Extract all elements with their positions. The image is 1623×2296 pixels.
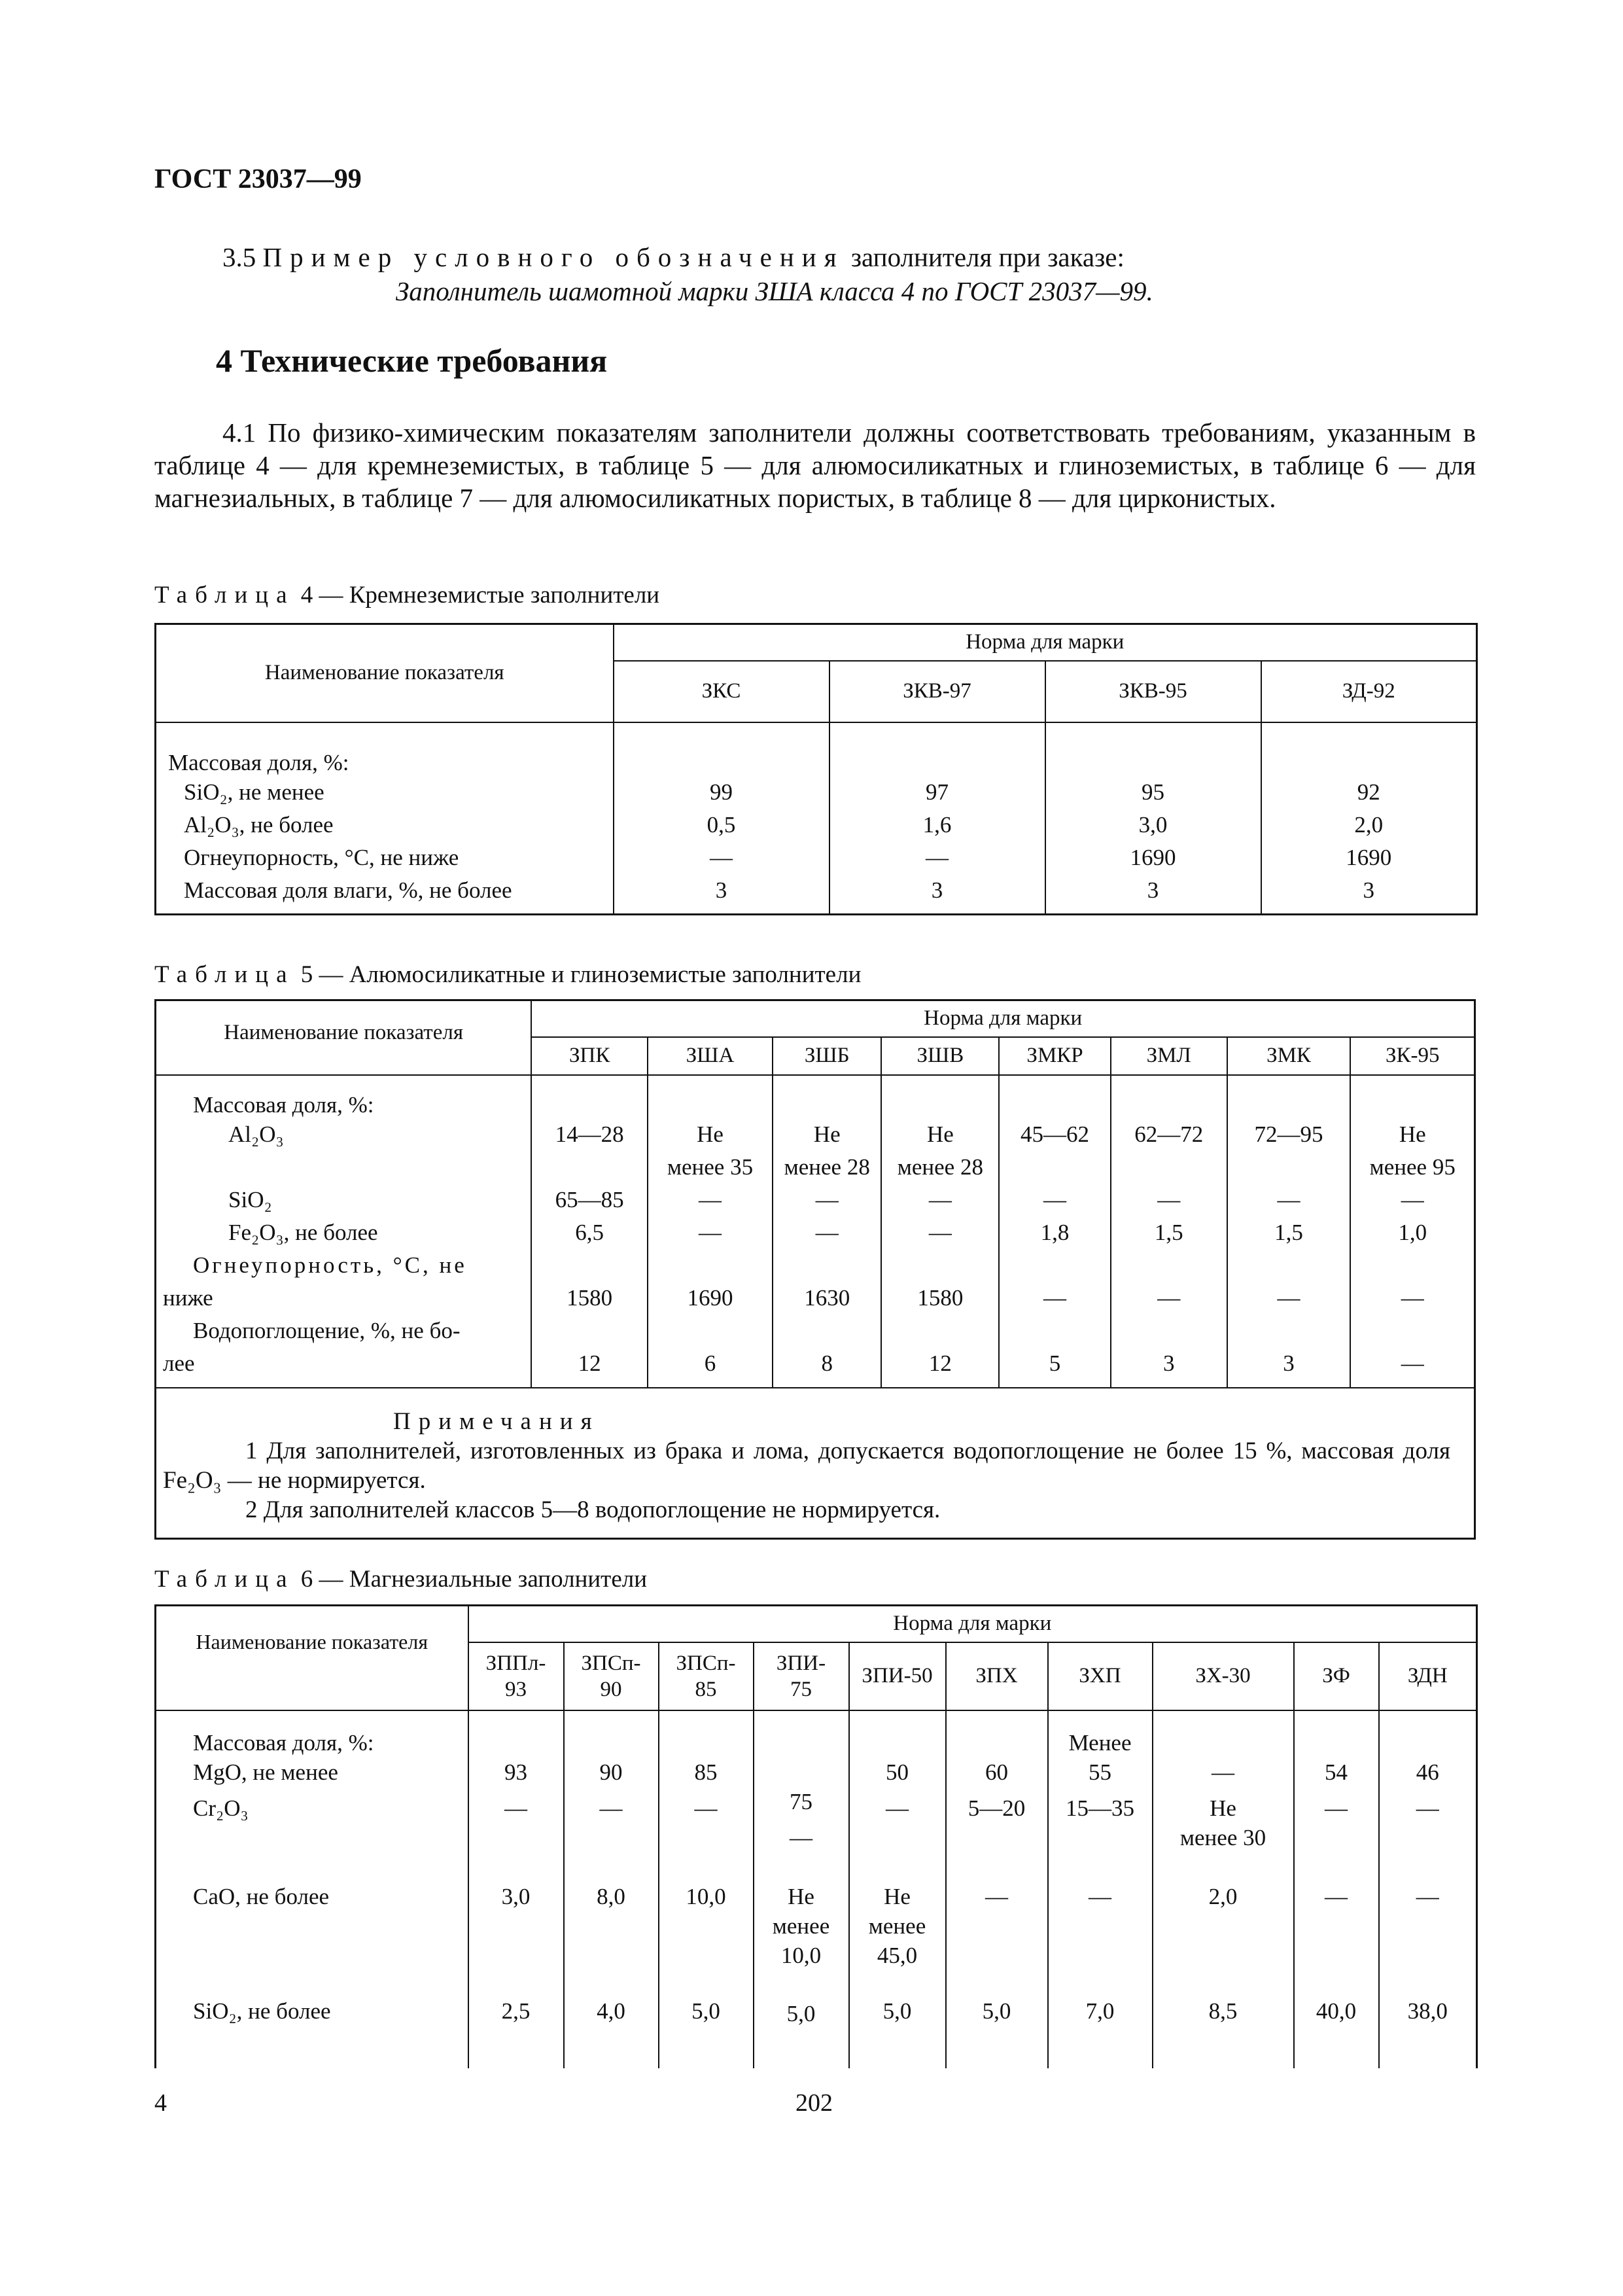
table-cell: 1580 <box>881 1283 999 1316</box>
table-cell: менее 28 <box>773 1152 882 1185</box>
table-cell <box>946 1911 1048 1941</box>
table-cell: 92 <box>1261 777 1477 810</box>
table-cell <box>1261 722 1477 777</box>
grade-header: ЗПК <box>531 1037 648 1075</box>
note-2: 2 Для заполнителей классов 5—8 водопоглощение не нормируется. <box>245 1496 941 1523</box>
table-4 <box>154 623 1478 915</box>
table-cell: — <box>614 843 829 875</box>
grade-header: ЗПИ-50 <box>849 1642 946 1710</box>
table-cell <box>1048 1911 1153 1941</box>
grade-header: ЗППл- 93 <box>468 1642 564 1710</box>
table-cell: 1690 <box>1261 843 1477 875</box>
table-cell: — <box>999 1185 1111 1218</box>
table-cell: 4,0 <box>564 1970 659 2068</box>
table-cell <box>1227 1250 1351 1283</box>
table-cell <box>1379 1941 1477 1970</box>
table-cell: 3,0 <box>1045 810 1261 843</box>
table-cell: 1,6 <box>829 810 1045 843</box>
table5-notes <box>156 1388 1475 1539</box>
table-cell <box>659 1710 754 1757</box>
table-cell: — <box>829 843 1045 875</box>
norm-header: Норма для марки <box>614 624 1477 661</box>
table-cell: 2,0 <box>1153 1852 1294 1911</box>
table-cell <box>881 1316 999 1349</box>
grade-header: ЗМЛ <box>1111 1037 1227 1075</box>
table-cell: — <box>881 1185 999 1218</box>
table-cell: 10,0 <box>659 1852 754 1911</box>
table-cell: Не <box>648 1120 773 1152</box>
note-1: 1 Для заполнителей, изготовленных из брака и лома, допускается водопоглощение не более 15 %, массовая доля Fe₂O₃ — не нормируется. <box>163 1437 1450 1494</box>
table-cell: — <box>1294 1793 1379 1823</box>
grade-header: ЗДН <box>1379 1642 1477 1710</box>
table-cell <box>1045 722 1261 777</box>
table-cell: 3 <box>1045 875 1261 915</box>
grade-header: ЗКВ-97 <box>829 661 1045 722</box>
table-cell <box>659 1823 754 1852</box>
table-cell <box>999 1152 1111 1185</box>
table-5 <box>154 999 1476 1540</box>
col-name-header: Наименование показателя <box>156 624 614 722</box>
table-cell: 38,0 <box>1379 1970 1477 2068</box>
table-cell: 3 <box>614 875 829 915</box>
table-cell <box>564 1710 659 1757</box>
table-cell: 3 <box>1261 875 1477 915</box>
table-cell: Не <box>754 1852 849 1911</box>
table6-caption <box>154 1565 647 1593</box>
table-cell: 0,5 <box>614 810 829 843</box>
table-cell: 99 <box>614 777 829 810</box>
row-label: Al₂O₃ <box>228 1121 284 1147</box>
table-cell: — <box>1350 1185 1475 1218</box>
paragraph-3-5 <box>222 241 1465 274</box>
grade-header: ЗПСп- 90 <box>564 1642 659 1710</box>
table-cell: 1630 <box>773 1283 882 1316</box>
table-cell: 1,0 <box>1350 1218 1475 1250</box>
table-word: Таблица <box>154 582 295 609</box>
table-cell: 14—28 <box>531 1120 648 1152</box>
table-cell: — <box>1379 1852 1477 1911</box>
table-cell <box>1111 1075 1227 1120</box>
norm-header: Норма для марки <box>468 1606 1477 1642</box>
row-label: SiO₂, не более <box>193 1998 331 2024</box>
table-cell: 1690 <box>1045 843 1261 875</box>
table-cell: 5—20 <box>946 1793 1048 1823</box>
table-cell: 45—62 <box>999 1120 1111 1152</box>
row-label: Fe₂O₃, не более <box>228 1219 378 1245</box>
table-cell <box>1379 1823 1477 1852</box>
table-cell <box>1153 1710 1294 1757</box>
table-cell <box>1111 1152 1227 1185</box>
page-number-left: 4 <box>154 2089 167 2117</box>
table-cell: — <box>999 1283 1111 1316</box>
row-label <box>156 1941 468 1970</box>
table-cell <box>881 1250 999 1283</box>
document-header: ГОСТ 23037—99 <box>154 164 362 194</box>
notes-title: Примечания <box>393 1407 600 1435</box>
table-cell <box>773 1250 882 1283</box>
norm-header: Норма для марки <box>531 1000 1475 1037</box>
table-cell: — <box>659 1793 754 1823</box>
table-cell: 8,0 <box>564 1852 659 1911</box>
table-cell <box>946 1941 1048 1970</box>
grade-header: ЗФ <box>1294 1642 1379 1710</box>
table-cell <box>1111 1250 1227 1283</box>
table-cell: 8,5 <box>1153 1970 1294 2068</box>
designation-example: Заполнитель шамотной марки ЗША класса 4 по ГОСТ 23037—99. <box>396 276 1153 306</box>
table-cell: — <box>1111 1185 1227 1218</box>
table-cell: Не <box>1153 1793 1294 1823</box>
col-name-header: Наименование показателя <box>156 1000 532 1075</box>
table-cell: 1690 <box>648 1283 773 1316</box>
table-cell: — <box>881 1218 999 1250</box>
row-label: SiO₂, не менее <box>184 779 324 805</box>
table-cell <box>531 1152 648 1185</box>
table-cell: 5,0 <box>754 1970 849 2068</box>
table-cell: 1,5 <box>1111 1218 1227 1250</box>
table-cell <box>999 1075 1111 1120</box>
table-cell: 1,5 <box>1227 1218 1351 1250</box>
table-cell: 2,5 <box>468 1970 564 2068</box>
row-label: Массовая доля, %: <box>193 1729 374 1756</box>
grade-header: ЗПСп- 85 <box>659 1642 754 1710</box>
table-cell: Менее <box>1048 1710 1153 1757</box>
row-label: SiO₂ <box>228 1186 272 1212</box>
table-cell <box>468 1941 564 1970</box>
table-cell: — <box>564 1793 659 1823</box>
table-cell: Не <box>773 1120 882 1152</box>
table-cell <box>648 1075 773 1120</box>
table-cell <box>614 722 829 777</box>
row-label: Огнеупорность, °С, не <box>193 1252 467 1278</box>
table-cell: 45,0 <box>849 1941 946 1970</box>
grade-header: ЗК-95 <box>1350 1037 1475 1075</box>
table-cell <box>1379 1710 1477 1757</box>
table-cell: 62—72 <box>1111 1120 1227 1152</box>
table-cell <box>564 1941 659 1970</box>
table-cell: 90 <box>564 1757 659 1787</box>
table-cell: 85 <box>659 1757 754 1787</box>
table4-caption <box>154 581 659 609</box>
table-cell <box>659 1911 754 1941</box>
table-cell <box>754 1710 849 1757</box>
grade-header: ЗМК <box>1227 1037 1351 1075</box>
table-cell <box>564 1911 659 1941</box>
table-cell: менее 35 <box>648 1152 773 1185</box>
table-word: Таблица <box>154 1566 295 1593</box>
table-cell <box>531 1075 648 1120</box>
table-cell <box>531 1250 648 1283</box>
table-cell <box>999 1250 1111 1283</box>
table-cell <box>946 1823 1048 1852</box>
table-cell <box>1350 1075 1475 1120</box>
caption-text: 4 — Кремнеземистые заполнители <box>300 582 660 609</box>
row-label <box>156 1823 468 1852</box>
table5-caption <box>154 961 861 989</box>
table-cell: 72—95 <box>1227 1120 1351 1152</box>
grade-header: ЗШВ <box>881 1037 999 1075</box>
table-cell <box>531 1316 648 1349</box>
table-cell <box>468 1710 564 1757</box>
table-cell <box>659 1941 754 1970</box>
grade-header: ЗМКР <box>999 1037 1111 1075</box>
table-cell <box>564 1823 659 1852</box>
table-cell: 5,0 <box>849 1970 946 2068</box>
table-cell: 6 <box>648 1349 773 1388</box>
table-cell: — <box>946 1852 1048 1911</box>
table-cell: 1580 <box>531 1283 648 1316</box>
table-cell: — <box>1153 1757 1294 1787</box>
table-cell: 55 <box>1048 1757 1153 1787</box>
table-cell: Не <box>1350 1120 1475 1152</box>
table-cell: — <box>1227 1185 1351 1218</box>
table-cell: — <box>773 1185 882 1218</box>
table-cell: 3,0 <box>468 1852 564 1911</box>
table-cell: — <box>1227 1283 1351 1316</box>
table-cell: менее 30 <box>1153 1823 1294 1852</box>
table-cell: 5,0 <box>659 1970 754 2068</box>
table-cell: — <box>1111 1283 1227 1316</box>
row-label: Массовая доля влаги, %, не более <box>184 877 512 903</box>
table-cell: 10,0 <box>754 1941 849 1970</box>
table-cell: 1,8 <box>999 1218 1111 1250</box>
spaced-term: Пример условного обозначения <box>262 242 845 272</box>
table-cell <box>468 1911 564 1941</box>
row-label: ниже <box>163 1284 213 1311</box>
row-label: Cr₂O₃ <box>193 1795 249 1821</box>
table-cell: 46 <box>1379 1757 1477 1787</box>
row-label: Массовая доля, %: <box>193 1091 374 1118</box>
table-cell: менее 28 <box>881 1152 999 1185</box>
table-cell: 7,0 <box>1048 1970 1153 2068</box>
table-cell <box>1350 1316 1475 1349</box>
table-cell <box>754 1757 849 1787</box>
table-cell: 60 <box>946 1757 1048 1787</box>
table-cell <box>1294 1710 1379 1757</box>
table-cell: 50 <box>849 1757 946 1787</box>
table-cell <box>773 1316 882 1349</box>
grade-header: ЗША <box>648 1037 773 1075</box>
table-cell <box>1153 1941 1294 1970</box>
table-cell: 75 <box>754 1787 849 1823</box>
table-cell: — <box>1350 1283 1475 1316</box>
table-cell <box>648 1316 773 1349</box>
col-name-header: Наименование показателя <box>156 1606 468 1710</box>
table-cell: — <box>1379 1793 1477 1823</box>
table-cell <box>1227 1075 1351 1120</box>
table-cell: 8 <box>773 1349 882 1388</box>
table-cell: Не <box>881 1120 999 1152</box>
table-cell: 3 <box>829 875 1045 915</box>
row-label: лее <box>156 1349 532 1388</box>
table-cell <box>999 1316 1111 1349</box>
table-cell: 15—35 <box>1048 1793 1153 1823</box>
table-cell <box>1294 1911 1379 1941</box>
grade-header: ЗПХ <box>946 1642 1048 1710</box>
table-cell <box>1350 1250 1475 1283</box>
table-cell <box>849 1710 946 1757</box>
table-cell <box>1111 1316 1227 1349</box>
table-cell: менее 95 <box>1350 1152 1475 1185</box>
table-cell <box>468 1823 564 1852</box>
table-6 <box>154 1604 1478 2068</box>
table-cell: — <box>648 1185 773 1218</box>
row-label: Al₂O₃, не более <box>184 811 334 838</box>
table-cell: 5,0 <box>946 1970 1048 2068</box>
table-cell: 93 <box>468 1757 564 1787</box>
row-label: Массовая доля, %: <box>168 749 349 775</box>
table-cell <box>1227 1152 1351 1185</box>
table-cell: — <box>468 1793 564 1823</box>
table-cell <box>946 1710 1048 1757</box>
table-cell <box>1294 1941 1379 1970</box>
table-cell: 97 <box>829 777 1045 810</box>
grade-header: ЗКС <box>614 661 829 722</box>
table-cell: 3 <box>1227 1349 1351 1388</box>
caption-text: 5 — Алюмосиликатные и глиноземистые заполнители <box>300 961 862 988</box>
table-cell: — <box>648 1218 773 1250</box>
table-cell: менее <box>754 1911 849 1941</box>
grade-header: ЗКВ-95 <box>1045 661 1261 722</box>
grade-header: ЗХП <box>1048 1642 1153 1710</box>
table-cell: — <box>1350 1349 1475 1388</box>
table-cell: 5 <box>999 1349 1111 1388</box>
table-cell <box>773 1075 882 1120</box>
table-cell: — <box>1048 1852 1153 1911</box>
grade-header: ЗД-92 <box>1261 661 1477 722</box>
grade-header: ЗХ-30 <box>1153 1642 1294 1710</box>
table-cell: — <box>849 1793 946 1823</box>
paragraph-rest: заполнителя при заказе: <box>850 242 1125 272</box>
table-cell <box>1048 1941 1153 1970</box>
grade-header: ЗПИ- 75 <box>754 1642 849 1710</box>
table-cell: 54 <box>1294 1757 1379 1787</box>
table-cell <box>881 1075 999 1120</box>
table-cell <box>1379 1911 1477 1941</box>
table-cell <box>1048 1823 1153 1852</box>
table-cell: — <box>773 1218 882 1250</box>
table-word: Таблица <box>154 961 295 988</box>
row-label: Водопоглощение, %, не бо- <box>193 1317 461 1343</box>
table-cell: Не <box>849 1852 946 1911</box>
table-cell <box>1153 1911 1294 1941</box>
row-label <box>156 1911 468 1941</box>
caption-text: 6 — Магнезиальные заполнители <box>300 1566 648 1593</box>
table-cell: 12 <box>531 1349 648 1388</box>
page-number-center: 202 <box>795 2089 833 2117</box>
table-cell: 3 <box>1111 1349 1227 1388</box>
table-cell: 65—85 <box>531 1185 648 1218</box>
table-cell: 2,0 <box>1261 810 1477 843</box>
table-cell: — <box>754 1823 849 1852</box>
paragraph-4-1: 4.1 По физико-химическим показателям заполнители должны соответствовать требованиям, указанным в таблице 4 — для кремнеземистых, в таблице 5 — для алюмосиликатных и глиноземистых, в таблице 6 — для магнезиальных, в таблице 7 — для алюмосиликатных пористых, в таблице 8 — для цирконистых. <box>154 417 1476 513</box>
section-title: 4 Технические требования <box>216 342 608 379</box>
table-cell: 40,0 <box>1294 1970 1379 2068</box>
row-label: MgO, не менее <box>193 1759 338 1785</box>
table-cell <box>829 722 1045 777</box>
row-label: Огнеупорность, °С, не ниже <box>184 844 459 870</box>
table-cell <box>648 1250 773 1283</box>
paragraph-number: 3.5 <box>222 242 256 272</box>
table-cell <box>1227 1316 1351 1349</box>
row-label <box>156 1152 532 1185</box>
table-cell <box>849 1823 946 1852</box>
grade-header: ЗШБ <box>773 1037 882 1075</box>
row-label: CaO, не более <box>193 1883 330 1909</box>
table-cell: 12 <box>881 1349 999 1388</box>
table-cell: — <box>1294 1852 1379 1911</box>
table-cell <box>1294 1823 1379 1852</box>
table-cell: 6,5 <box>531 1218 648 1250</box>
table-cell: 95 <box>1045 777 1261 810</box>
table-cell: менее <box>849 1911 946 1941</box>
